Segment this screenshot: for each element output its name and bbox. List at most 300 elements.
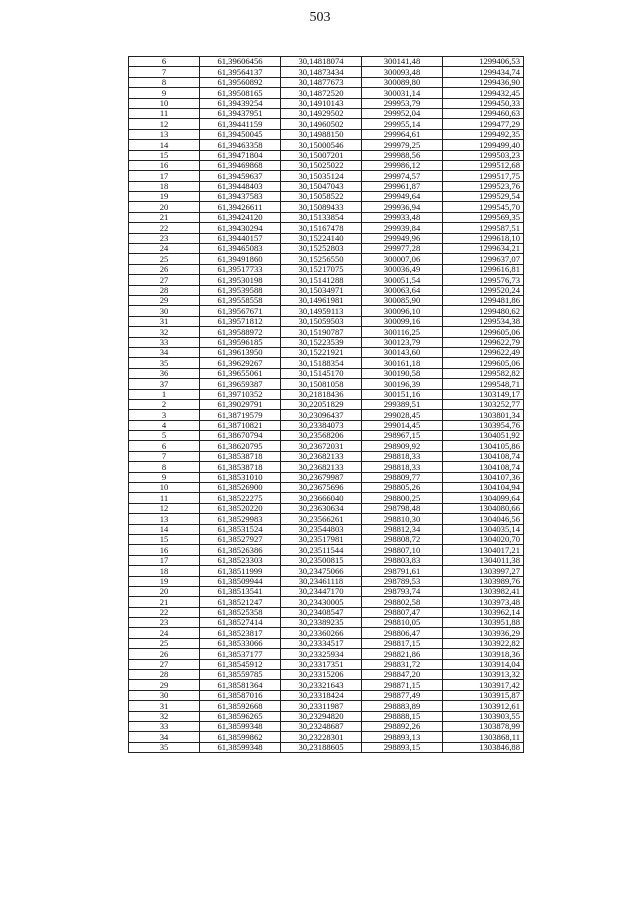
x-coordinate-cell: 300196,39 (362, 379, 443, 389)
longitude-cell: 30,23682133 (281, 451, 362, 461)
point-number-cell: 21 (129, 212, 200, 222)
y-coordinate-cell: 1304108,74 (443, 462, 524, 472)
table-row (129, 670, 524, 680)
latitude-cell: 61,38531010 (200, 472, 281, 482)
point-number-cell: 32 (129, 711, 200, 721)
x-coordinate-cell: 299014,45 (362, 420, 443, 430)
latitude-cell: 61,39613950 (200, 347, 281, 357)
x-coordinate-cell: 300116,25 (362, 327, 443, 337)
y-coordinate-cell: 1299582,82 (443, 368, 524, 378)
longitude-cell: 30,23384073 (281, 420, 362, 430)
point-number-cell: 11 (129, 108, 200, 118)
x-coordinate-cell: 299933,48 (362, 212, 443, 222)
y-coordinate-cell: 1299587,51 (443, 223, 524, 233)
y-coordinate-cell: 1299622,79 (443, 337, 524, 347)
y-coordinate-cell: 1304080,66 (443, 503, 524, 513)
x-coordinate-cell: 299988,56 (362, 150, 443, 160)
table-row (129, 337, 524, 347)
latitude-cell: 61,39437583 (200, 192, 281, 202)
point-number-cell: 13 (129, 129, 200, 139)
point-number-cell: 11 (129, 493, 200, 503)
y-coordinate-cell: 1304104,94 (443, 483, 524, 493)
y-coordinate-cell: 1299618,10 (443, 233, 524, 243)
x-coordinate-cell: 298893,15 (362, 742, 443, 752)
x-coordinate-cell: 300031,14 (362, 88, 443, 98)
table-row (129, 680, 524, 690)
y-coordinate-cell: 1299512,68 (443, 160, 524, 170)
y-coordinate-cell: 1303149,17 (443, 389, 524, 399)
latitude-cell: 61,38521247 (200, 597, 281, 607)
table-row (129, 347, 524, 357)
longitude-cell: 30,15133854 (281, 212, 362, 222)
x-coordinate-cell: 299953,79 (362, 98, 443, 108)
longitude-cell: 30,23430005 (281, 597, 362, 607)
table-row (129, 722, 524, 732)
x-coordinate-cell: 299949,64 (362, 192, 443, 202)
x-coordinate-cell: 298821,86 (362, 649, 443, 659)
latitude-cell: 61,38537177 (200, 649, 281, 659)
y-coordinate-cell: 1304051,92 (443, 431, 524, 441)
point-number-cell: 31 (129, 316, 200, 326)
y-coordinate-cell: 1299503,23 (443, 150, 524, 160)
latitude-cell: 61,39029791 (200, 399, 281, 409)
longitude-cell: 30,15223539 (281, 337, 362, 347)
y-coordinate-cell: 1299477,29 (443, 119, 524, 129)
point-number-cell: 25 (129, 254, 200, 264)
x-coordinate-cell: 300093,48 (362, 67, 443, 77)
table-row (129, 285, 524, 295)
longitude-cell: 30,23318424 (281, 690, 362, 700)
y-coordinate-cell: 1303915,87 (443, 690, 524, 700)
table-row (129, 233, 524, 243)
x-coordinate-cell: 300096,10 (362, 306, 443, 316)
longitude-cell: 30,23311987 (281, 701, 362, 711)
longitude-cell: 30,15034971 (281, 285, 362, 295)
table-row (129, 306, 524, 316)
latitude-cell: 61,39430294 (200, 223, 281, 233)
table-row (129, 576, 524, 586)
latitude-cell: 61,39606456 (200, 57, 281, 67)
x-coordinate-cell: 300007,06 (362, 254, 443, 264)
latitude-cell: 61,38710821 (200, 420, 281, 430)
x-coordinate-cell: 298800,25 (362, 493, 443, 503)
table-row (129, 451, 524, 461)
y-coordinate-cell: 1303973,48 (443, 597, 524, 607)
latitude-cell: 61,39441159 (200, 119, 281, 129)
x-coordinate-cell: 298802,58 (362, 597, 443, 607)
x-coordinate-cell: 299939,84 (362, 223, 443, 233)
latitude-cell: 61,38596265 (200, 711, 281, 721)
latitude-cell: 61,39463358 (200, 140, 281, 150)
longitude-cell: 30,14818074 (281, 57, 362, 67)
latitude-cell: 61,39655061 (200, 368, 281, 378)
point-number-cell: 2 (129, 399, 200, 409)
x-coordinate-cell: 298967,15 (362, 431, 443, 441)
point-number-cell: 31 (129, 701, 200, 711)
table-row (129, 545, 524, 555)
y-coordinate-cell: 1299520,24 (443, 285, 524, 295)
point-number-cell: 10 (129, 483, 200, 493)
y-coordinate-cell: 1303914,04 (443, 659, 524, 669)
point-number-cell: 15 (129, 150, 200, 160)
point-number-cell: 6 (129, 441, 200, 451)
y-coordinate-cell: 1304011,38 (443, 555, 524, 565)
table-row (129, 389, 524, 399)
y-coordinate-cell: 1303989,76 (443, 576, 524, 586)
table-row (129, 742, 524, 752)
x-coordinate-cell: 299952,04 (362, 108, 443, 118)
longitude-cell: 30,15000546 (281, 140, 362, 150)
table-row (129, 264, 524, 274)
longitude-cell: 30,15081058 (281, 379, 362, 389)
latitude-cell: 61,38526386 (200, 545, 281, 555)
latitude-cell: 61,38719579 (200, 410, 281, 420)
x-coordinate-cell: 300089,80 (362, 77, 443, 87)
y-coordinate-cell: 1299460,63 (443, 108, 524, 118)
latitude-cell: 61,39558558 (200, 295, 281, 305)
x-coordinate-cell: 298877,49 (362, 690, 443, 700)
longitude-cell: 30,23228301 (281, 732, 362, 742)
longitude-cell: 30,15089433 (281, 202, 362, 212)
latitude-cell: 61,38599348 (200, 742, 281, 752)
latitude-cell: 61,39539588 (200, 285, 281, 295)
x-coordinate-cell: 299955,14 (362, 119, 443, 129)
latitude-cell: 61,38538718 (200, 451, 281, 461)
point-number-cell: 36 (129, 368, 200, 378)
latitude-cell: 61,38538718 (200, 462, 281, 472)
point-number-cell: 7 (129, 67, 200, 77)
y-coordinate-cell: 1299637,07 (443, 254, 524, 264)
table-row (129, 192, 524, 202)
y-coordinate-cell: 1299517,75 (443, 171, 524, 181)
longitude-cell: 30,23566261 (281, 514, 362, 524)
x-coordinate-cell: 298791,61 (362, 566, 443, 576)
table-row (129, 244, 524, 254)
x-coordinate-cell: 299949,96 (362, 233, 443, 243)
x-coordinate-cell: 300099,16 (362, 316, 443, 326)
table-row (129, 368, 524, 378)
latitude-cell: 61,39448403 (200, 181, 281, 191)
table-row (129, 503, 524, 513)
y-coordinate-cell: 1299436,90 (443, 77, 524, 87)
y-coordinate-cell: 1299622,49 (443, 347, 524, 357)
y-coordinate-cell: 1299432,45 (443, 88, 524, 98)
point-number-cell: 26 (129, 649, 200, 659)
table-row (129, 202, 524, 212)
table-row (129, 607, 524, 617)
table-row (129, 254, 524, 264)
table-row (129, 701, 524, 711)
table-row (129, 129, 524, 139)
y-coordinate-cell: 1303936,29 (443, 628, 524, 638)
x-coordinate-cell: 298812,34 (362, 524, 443, 534)
longitude-cell: 30,14961981 (281, 295, 362, 305)
x-coordinate-cell: 298831,72 (362, 659, 443, 669)
point-number-cell: 23 (129, 233, 200, 243)
latitude-cell: 61,38599862 (200, 732, 281, 742)
point-number-cell: 16 (129, 545, 200, 555)
point-number-cell: 18 (129, 566, 200, 576)
longitude-cell: 30,23475066 (281, 566, 362, 576)
y-coordinate-cell: 1303922,82 (443, 638, 524, 648)
coordinates-table-body (129, 57, 524, 753)
x-coordinate-cell: 298909,92 (362, 441, 443, 451)
longitude-cell: 30,15035124 (281, 171, 362, 181)
longitude-cell: 30,15059503 (281, 316, 362, 326)
latitude-cell: 61,38523303 (200, 555, 281, 565)
longitude-cell: 30,23500815 (281, 555, 362, 565)
x-coordinate-cell: 298798,48 (362, 503, 443, 513)
y-coordinate-cell: 1299534,38 (443, 316, 524, 326)
y-coordinate-cell: 1304107,36 (443, 472, 524, 482)
x-coordinate-cell: 298809,77 (362, 472, 443, 482)
y-coordinate-cell: 1303997,27 (443, 566, 524, 576)
y-coordinate-cell: 1299616,81 (443, 264, 524, 274)
table-row (129, 597, 524, 607)
point-number-cell: 32 (129, 327, 200, 337)
point-number-cell: 33 (129, 722, 200, 732)
latitude-cell: 61,38559785 (200, 670, 281, 680)
x-coordinate-cell: 299936,94 (362, 202, 443, 212)
point-number-cell: 5 (129, 431, 200, 441)
point-number-cell: 17 (129, 171, 200, 181)
latitude-cell: 61,39596185 (200, 337, 281, 347)
point-number-cell: 35 (129, 742, 200, 752)
table-row (129, 223, 524, 233)
x-coordinate-cell: 300085,90 (362, 295, 443, 305)
latitude-cell: 61,39567671 (200, 306, 281, 316)
table-row (129, 711, 524, 721)
y-coordinate-cell: 1303868,11 (443, 732, 524, 742)
longitude-cell: 30,23360266 (281, 628, 362, 638)
latitude-cell: 61,38581364 (200, 680, 281, 690)
table-row (129, 399, 524, 409)
x-coordinate-cell: 300063,64 (362, 285, 443, 295)
latitude-cell: 61,38520220 (200, 503, 281, 513)
y-coordinate-cell: 1303903,55 (443, 711, 524, 721)
latitude-cell: 61,38527927 (200, 534, 281, 544)
y-coordinate-cell: 1299450,33 (443, 98, 524, 108)
point-number-cell: 25 (129, 638, 200, 648)
longitude-cell: 30,15007201 (281, 150, 362, 160)
latitude-cell: 61,39710352 (200, 389, 281, 399)
y-coordinate-cell: 1299634,21 (443, 244, 524, 254)
y-coordinate-cell: 1299434,74 (443, 67, 524, 77)
point-number-cell: 28 (129, 670, 200, 680)
latitude-cell: 61,38620795 (200, 441, 281, 451)
longitude-cell: 30,15217075 (281, 264, 362, 274)
table-row (129, 638, 524, 648)
point-number-cell: 35 (129, 358, 200, 368)
longitude-cell: 30,14872520 (281, 88, 362, 98)
y-coordinate-cell: 1299481,86 (443, 295, 524, 305)
table-row (129, 57, 524, 67)
latitude-cell: 61,38523817 (200, 628, 281, 638)
longitude-cell: 30,15221921 (281, 347, 362, 357)
longitude-cell: 30,23321643 (281, 680, 362, 690)
point-number-cell: 8 (129, 77, 200, 87)
point-number-cell: 28 (129, 285, 200, 295)
table-row (129, 462, 524, 472)
table-row (129, 88, 524, 98)
point-number-cell: 26 (129, 264, 200, 274)
longitude-cell: 30,23666040 (281, 493, 362, 503)
longitude-cell: 30,23679987 (281, 472, 362, 482)
point-number-cell: 29 (129, 680, 200, 690)
y-coordinate-cell: 1299406,53 (443, 57, 524, 67)
longitude-cell: 30,23672031 (281, 441, 362, 451)
longitude-cell: 30,14959113 (281, 306, 362, 316)
x-coordinate-cell: 298789,53 (362, 576, 443, 586)
longitude-cell: 30,23317351 (281, 659, 362, 669)
table-row (129, 410, 524, 420)
longitude-cell: 30,14873434 (281, 67, 362, 77)
table-row (129, 514, 524, 524)
latitude-cell: 61,39426611 (200, 202, 281, 212)
table-row (129, 659, 524, 669)
point-number-cell: 1 (129, 389, 200, 399)
longitude-cell: 30,15167478 (281, 223, 362, 233)
longitude-cell: 30,15141288 (281, 275, 362, 285)
y-coordinate-cell: 1303951,88 (443, 618, 524, 628)
y-coordinate-cell: 1303878,99 (443, 722, 524, 732)
x-coordinate-cell: 300151,16 (362, 389, 443, 399)
y-coordinate-cell: 1303252,77 (443, 399, 524, 409)
table-row (129, 524, 524, 534)
latitude-cell: 61,39564137 (200, 67, 281, 77)
table-row (129, 379, 524, 389)
latitude-cell: 61,38592668 (200, 701, 281, 711)
point-number-cell: 7 (129, 451, 200, 461)
x-coordinate-cell: 299964,61 (362, 129, 443, 139)
latitude-cell: 61,39450045 (200, 129, 281, 139)
latitude-cell: 61,38529983 (200, 514, 281, 524)
latitude-cell: 61,39439254 (200, 98, 281, 108)
longitude-cell: 30,23447170 (281, 586, 362, 596)
longitude-cell: 30,14910143 (281, 98, 362, 108)
table-row (129, 441, 524, 451)
latitude-cell: 61,38513541 (200, 586, 281, 596)
table-row (129, 171, 524, 181)
longitude-cell: 30,15224140 (281, 233, 362, 243)
x-coordinate-cell: 300123,79 (362, 337, 443, 347)
point-number-cell: 22 (129, 607, 200, 617)
table-row (129, 534, 524, 544)
x-coordinate-cell: 300036,49 (362, 264, 443, 274)
x-coordinate-cell: 298805,26 (362, 483, 443, 493)
table-row (129, 586, 524, 596)
point-number-cell: 3 (129, 410, 200, 420)
table-row (129, 150, 524, 160)
table-row (129, 431, 524, 441)
table-row (129, 327, 524, 337)
x-coordinate-cell: 298810,05 (362, 618, 443, 628)
y-coordinate-cell: 1299548,71 (443, 379, 524, 389)
y-coordinate-cell: 1303982,41 (443, 586, 524, 596)
point-number-cell: 9 (129, 472, 200, 482)
y-coordinate-cell: 1303912,61 (443, 701, 524, 711)
longitude-cell: 30,23408547 (281, 607, 362, 617)
longitude-cell: 30,23511544 (281, 545, 362, 555)
table-row (129, 420, 524, 430)
latitude-cell: 61,39508165 (200, 88, 281, 98)
latitude-cell: 61,39459637 (200, 171, 281, 181)
point-number-cell: 12 (129, 503, 200, 513)
latitude-cell: 61,38599348 (200, 722, 281, 732)
longitude-cell: 30,15145170 (281, 368, 362, 378)
table-row (129, 98, 524, 108)
y-coordinate-cell: 1303801,34 (443, 410, 524, 420)
table-row (129, 472, 524, 482)
point-number-cell: 30 (129, 306, 200, 316)
table-row (129, 483, 524, 493)
point-number-cell: 6 (129, 57, 200, 67)
latitude-cell: 61,38533066 (200, 638, 281, 648)
point-number-cell: 24 (129, 628, 200, 638)
latitude-cell: 61,39530198 (200, 275, 281, 285)
latitude-cell: 61,38509944 (200, 576, 281, 586)
table-row (129, 555, 524, 565)
x-coordinate-cell: 298818,33 (362, 451, 443, 461)
coordinates-table (128, 56, 524, 753)
table-row (129, 628, 524, 638)
x-coordinate-cell: 298893,13 (362, 732, 443, 742)
table-row (129, 181, 524, 191)
latitude-cell: 61,38525358 (200, 607, 281, 617)
point-number-cell: 24 (129, 244, 200, 254)
x-coordinate-cell: 298806,47 (362, 628, 443, 638)
x-coordinate-cell: 298818,33 (362, 462, 443, 472)
latitude-cell: 61,39517733 (200, 264, 281, 274)
longitude-cell: 30,15047043 (281, 181, 362, 191)
table-row (129, 108, 524, 118)
point-number-cell: 20 (129, 586, 200, 596)
longitude-cell: 30,15025022 (281, 160, 362, 170)
longitude-cell: 30,23334517 (281, 638, 362, 648)
table-row (129, 67, 524, 77)
point-number-cell: 4 (129, 420, 200, 430)
latitude-cell: 61,38545912 (200, 659, 281, 669)
y-coordinate-cell: 1303962,14 (443, 607, 524, 617)
point-number-cell: 14 (129, 524, 200, 534)
latitude-cell: 61,39437951 (200, 108, 281, 118)
y-coordinate-cell: 1304099,64 (443, 493, 524, 503)
point-number-cell: 20 (129, 202, 200, 212)
latitude-cell: 61,39588972 (200, 327, 281, 337)
x-coordinate-cell: 298892,26 (362, 722, 443, 732)
y-coordinate-cell: 1299545,70 (443, 202, 524, 212)
page-number: 503 (309, 10, 331, 25)
point-number-cell: 15 (129, 534, 200, 544)
y-coordinate-cell: 1304108,74 (443, 451, 524, 461)
longitude-cell: 30,15058522 (281, 192, 362, 202)
point-number-cell: 14 (129, 140, 200, 150)
longitude-cell: 30,23325934 (281, 649, 362, 659)
latitude-cell: 61,38511999 (200, 566, 281, 576)
latitude-cell: 61,38527414 (200, 618, 281, 628)
longitude-cell: 30,23315206 (281, 670, 362, 680)
longitude-cell: 30,14877673 (281, 77, 362, 87)
longitude-cell: 30,23248687 (281, 722, 362, 732)
y-coordinate-cell: 1303913,32 (443, 670, 524, 680)
latitude-cell: 61,38670794 (200, 431, 281, 441)
point-number-cell: 17 (129, 555, 200, 565)
latitude-cell: 61,39469868 (200, 160, 281, 170)
x-coordinate-cell: 298888,15 (362, 711, 443, 721)
point-number-cell: 13 (129, 514, 200, 524)
longitude-cell: 30,23294820 (281, 711, 362, 721)
longitude-cell: 30,14988150 (281, 129, 362, 139)
